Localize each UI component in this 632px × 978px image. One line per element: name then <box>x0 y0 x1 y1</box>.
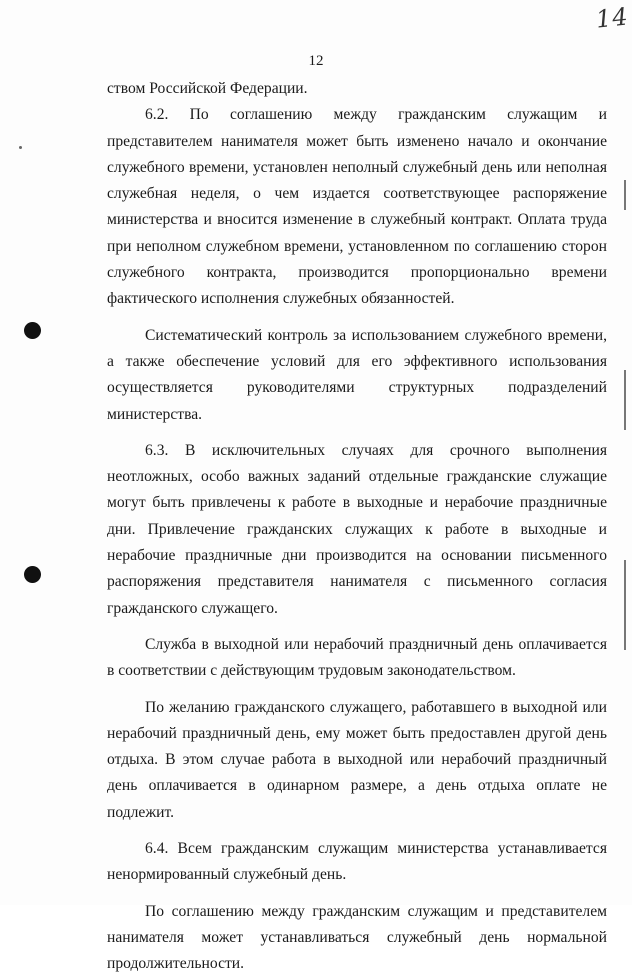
paragraph: По соглашению между гражданским служащим и представителем нанимателя может устанавливаться служебный день нормальной продолжительности. <box>107 902 607 973</box>
paragraph: Систематический контроль за использованием служебного времени, а также обеспечение условий для его эффективного использования осуществляется руководителями структурных подразделений министерства. <box>107 326 607 423</box>
scan-dot <box>19 146 22 149</box>
page-number: 12 <box>308 53 324 69</box>
scan-edge-mark <box>624 180 626 210</box>
punch-hole-icon <box>24 566 41 583</box>
body-text <box>107 76 607 978</box>
paragraph: 6.2. По соглашению между гражданским служащим и представителем нанимателя может быть изменено начало и окончание служебного времени, установлен неполный служебный день или неполная служебная неделя, о чем издается соответствующее распоряжение министерства и вносится изменение в служебный контракт. Оплата труда при неполном служебном времени, установленном по соглашению сторон служебного контракта, производится пропорционально времени фактического исполнения служебных обязанностей. <box>107 106 607 308</box>
paragraph: По желанию гражданского служащего, работавшего в выходной или нерабочий праздничный день, ему может быть предоставлен другой день отдыха. В этом случае работа в выходной или нерабочий праздничный день оплачивается в одинарном размере, а день отдыха оплате не подлежит. <box>107 698 607 821</box>
paragraph: Служба в выходной или нерабочий праздничный день оплачивается в соответствии с действующим трудовым законодательством. <box>107 635 607 680</box>
paragraph: ством Российской Федерации. <box>107 80 308 97</box>
punch-hole-icon <box>24 322 41 339</box>
scan-edge-mark <box>624 560 626 650</box>
handwritten-sheet-number: 14 <box>594 2 630 34</box>
paragraph: 6.3. В исключительных случаях для срочного выполнения неотложных, особо важных заданий отдельные гражданские служащие могут быть привлечены к работе в выходные и нерабочие праздничные дни. Привлечение гражданских служащих к работе в выходные и нерабочие праздничные дни производится на основании письменного распоряжения представителя нанимателя с письменного согласия гражданского служащего. <box>107 441 607 617</box>
scan-edge-mark <box>624 370 626 430</box>
paragraph: 6.4. Всем гражданским служащим министерства устанавливается ненормированный служебный день. <box>107 840 607 884</box>
